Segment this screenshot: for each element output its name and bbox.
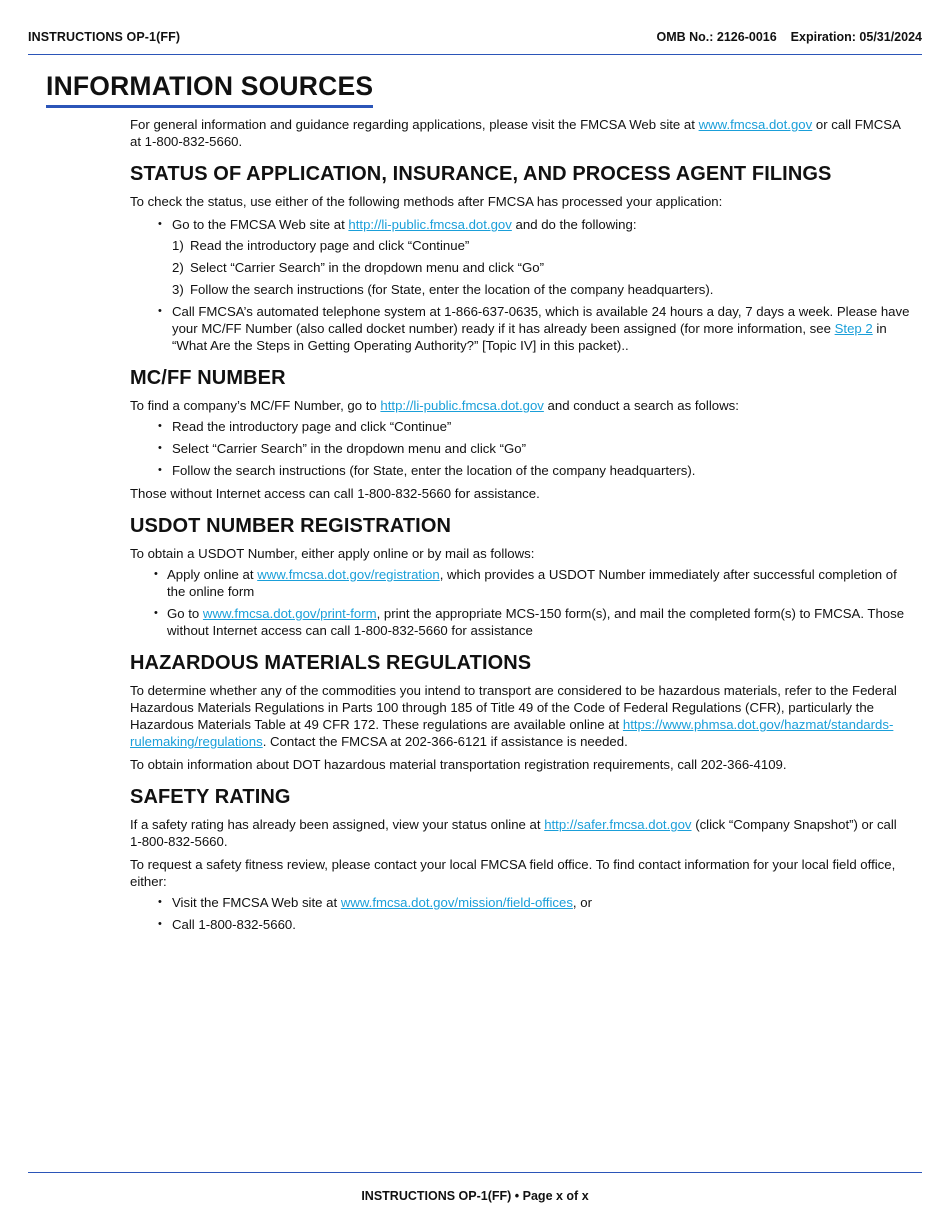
- field-offices-link[interactable]: www.fmcsa.dot.gov/mission/field-offices: [340, 895, 573, 910]
- step-2-link[interactable]: Step 2: [834, 321, 873, 336]
- page-footer: INSTRUCTIONS OP-1(FF) • Page x of x: [361, 1189, 589, 1203]
- mcff-intro: To find a company’s MC/FF Number, go to http://li-public.fmcsa.dot.gov and conduct a search as follows:: [130, 398, 739, 413]
- omb-number: OMB No.: 2126-0016: [656, 30, 777, 44]
- safety-review-paragraph: To request a safety fitness review, please contact your local FMCSA field office. To find contact information for your local field office, either:: [130, 857, 896, 889]
- safety-heading: SAFETY RATING: [130, 786, 291, 808]
- list-item: • Read the introductory page and click “Continue”: [130, 418, 910, 435]
- intro-paragraph: For general information and guidance regarding applications, please visit the FMCSA Web site at www.fmcsa.dot.gov or call FMCSA at 1-800-832-5660.: [130, 117, 901, 149]
- usdot-options-list: [130, 566, 910, 639]
- document-body: [130, 116, 910, 939]
- safety-paragraph: If a safety rating has already been assigned, view your status online at http://safer.fmcsa.dot.gov (click “Company Snapshot”) or call 1-800-832-5660.: [130, 817, 897, 849]
- list-item: • Call 1-800-832-5660.: [130, 916, 910, 933]
- omb-info: [656, 30, 922, 44]
- li-public-link[interactable]: http://li-public.fmcsa.dot.gov: [380, 398, 544, 413]
- list-item: • Apply online at www.fmcsa.dot.gov/registration, which provides a USDOT Number immediately after successful completion of the online form: [130, 566, 910, 600]
- usdot-heading: USDOT NUMBER REGISTRATION: [130, 515, 452, 537]
- mcff-note: Those without Internet access can call 1-800-832-5660 for assistance.: [130, 486, 540, 501]
- mcff-heading: MC/FF NUMBER: [130, 367, 286, 389]
- expiration-date: Expiration: 05/31/2024: [790, 30, 922, 44]
- list-item: • Visit the FMCSA Web site at www.fmcsa.dot.gov/mission/field-offices, or: [130, 894, 910, 911]
- safety-options-list: [130, 894, 910, 933]
- header-divider: [28, 54, 922, 55]
- list-item: • Select “Carrier Search” in the dropdown menu and click “Go”: [130, 440, 910, 457]
- page-title: INFORMATION SOURCES: [46, 70, 373, 108]
- hazmat-registration-paragraph: To obtain information about DOT hazardous material transportation registration requirements, call 202-366-4109.: [130, 757, 787, 772]
- status-intro: To check the status, use either of the following methods after FMCSA has processed your application:: [130, 194, 723, 209]
- list-item: 2) Select “Carrier Search” in the dropdown menu and click “Go”: [172, 260, 545, 275]
- list-item: • Go to the FMCSA Web site at http://li-public.fmcsa.dot.gov and do the following: 1) Read the introductory page and click “Continue” 2) Select “Carrier Search” in the dropdown menu and click “Go” 3) Follow the search instructions (for State, enter the location of the company headquarters).: [130, 216, 910, 298]
- print-form-link[interactable]: www.fmcsa.dot.gov/print-form: [202, 606, 377, 621]
- list-item: 1) Read the introductory page and click “Continue”: [172, 238, 470, 253]
- phmsa-regulations-link[interactable]: https://www.phmsa.dot.gov/hazmat/standards-rulemaking/regulations: [130, 717, 894, 749]
- safer-link[interactable]: http://safer.fmcsa.dot.gov: [544, 817, 692, 832]
- fmcsa-website-link[interactable]: www.fmcsa.dot.gov: [698, 117, 813, 132]
- li-public-link[interactable]: http://li-public.fmcsa.dot.gov: [348, 217, 512, 232]
- usdot-intro: To obtain a USDOT Number, either apply online or by mail as follows:: [130, 546, 535, 561]
- status-steps-list: [172, 237, 910, 298]
- hazmat-paragraph: To determine whether any of the commodities you intend to transport are considered to be hazardous materials, refer to the Federal Hazardous Materials Regulations in Parts 100 through 185 of Title 49 of the Code of Federal Regulations (CFR), particularly the Hazardous Materials Table at 49 CFR 172. These regulations are available online at https://www.phmsa.dot.gov/hazmat/standards-rulemaking/regulations. Contact the FMCSA at 202-366-6121 if assistance is needed.: [130, 683, 897, 749]
- mcff-steps-list: [130, 418, 910, 479]
- status-heading: STATUS OF APPLICATION, INSURANCE, AND PROCESS AGENT FILINGS: [130, 163, 832, 185]
- list-item: • Call FMCSA’s automated telephone system at 1-866-637-0635, which is available 24 hours a day, 7 days a week. Please have your MC/FF Number (also called docket number) ready if it has already been assigned (for more information, see Step 2 in “What Are the Steps in Getting Operating Authority?” [Topic IV] in this packet)..: [130, 303, 910, 354]
- footer-divider: [28, 1172, 922, 1173]
- list-item: • Follow the search instructions (for State, enter the location of the company headquarters).: [130, 462, 910, 479]
- form-id: INSTRUCTIONS OP-1(FF): [28, 30, 181, 44]
- list-item: 3) Follow the search instructions (for State, enter the location of the company headquarters).: [172, 282, 714, 297]
- status-methods-list: [130, 216, 910, 354]
- list-item: • Go to www.fmcsa.dot.gov/print-form, print the appropriate MCS-150 form(s), and mail the completed form(s) to FMCSA. Those without Internet access can call 1-800-832-5660 for assistance: [130, 605, 910, 639]
- hazmat-heading: HAZARDOUS MATERIALS REGULATIONS: [130, 652, 532, 674]
- registration-link[interactable]: www.fmcsa.dot.gov/registration: [257, 567, 440, 582]
